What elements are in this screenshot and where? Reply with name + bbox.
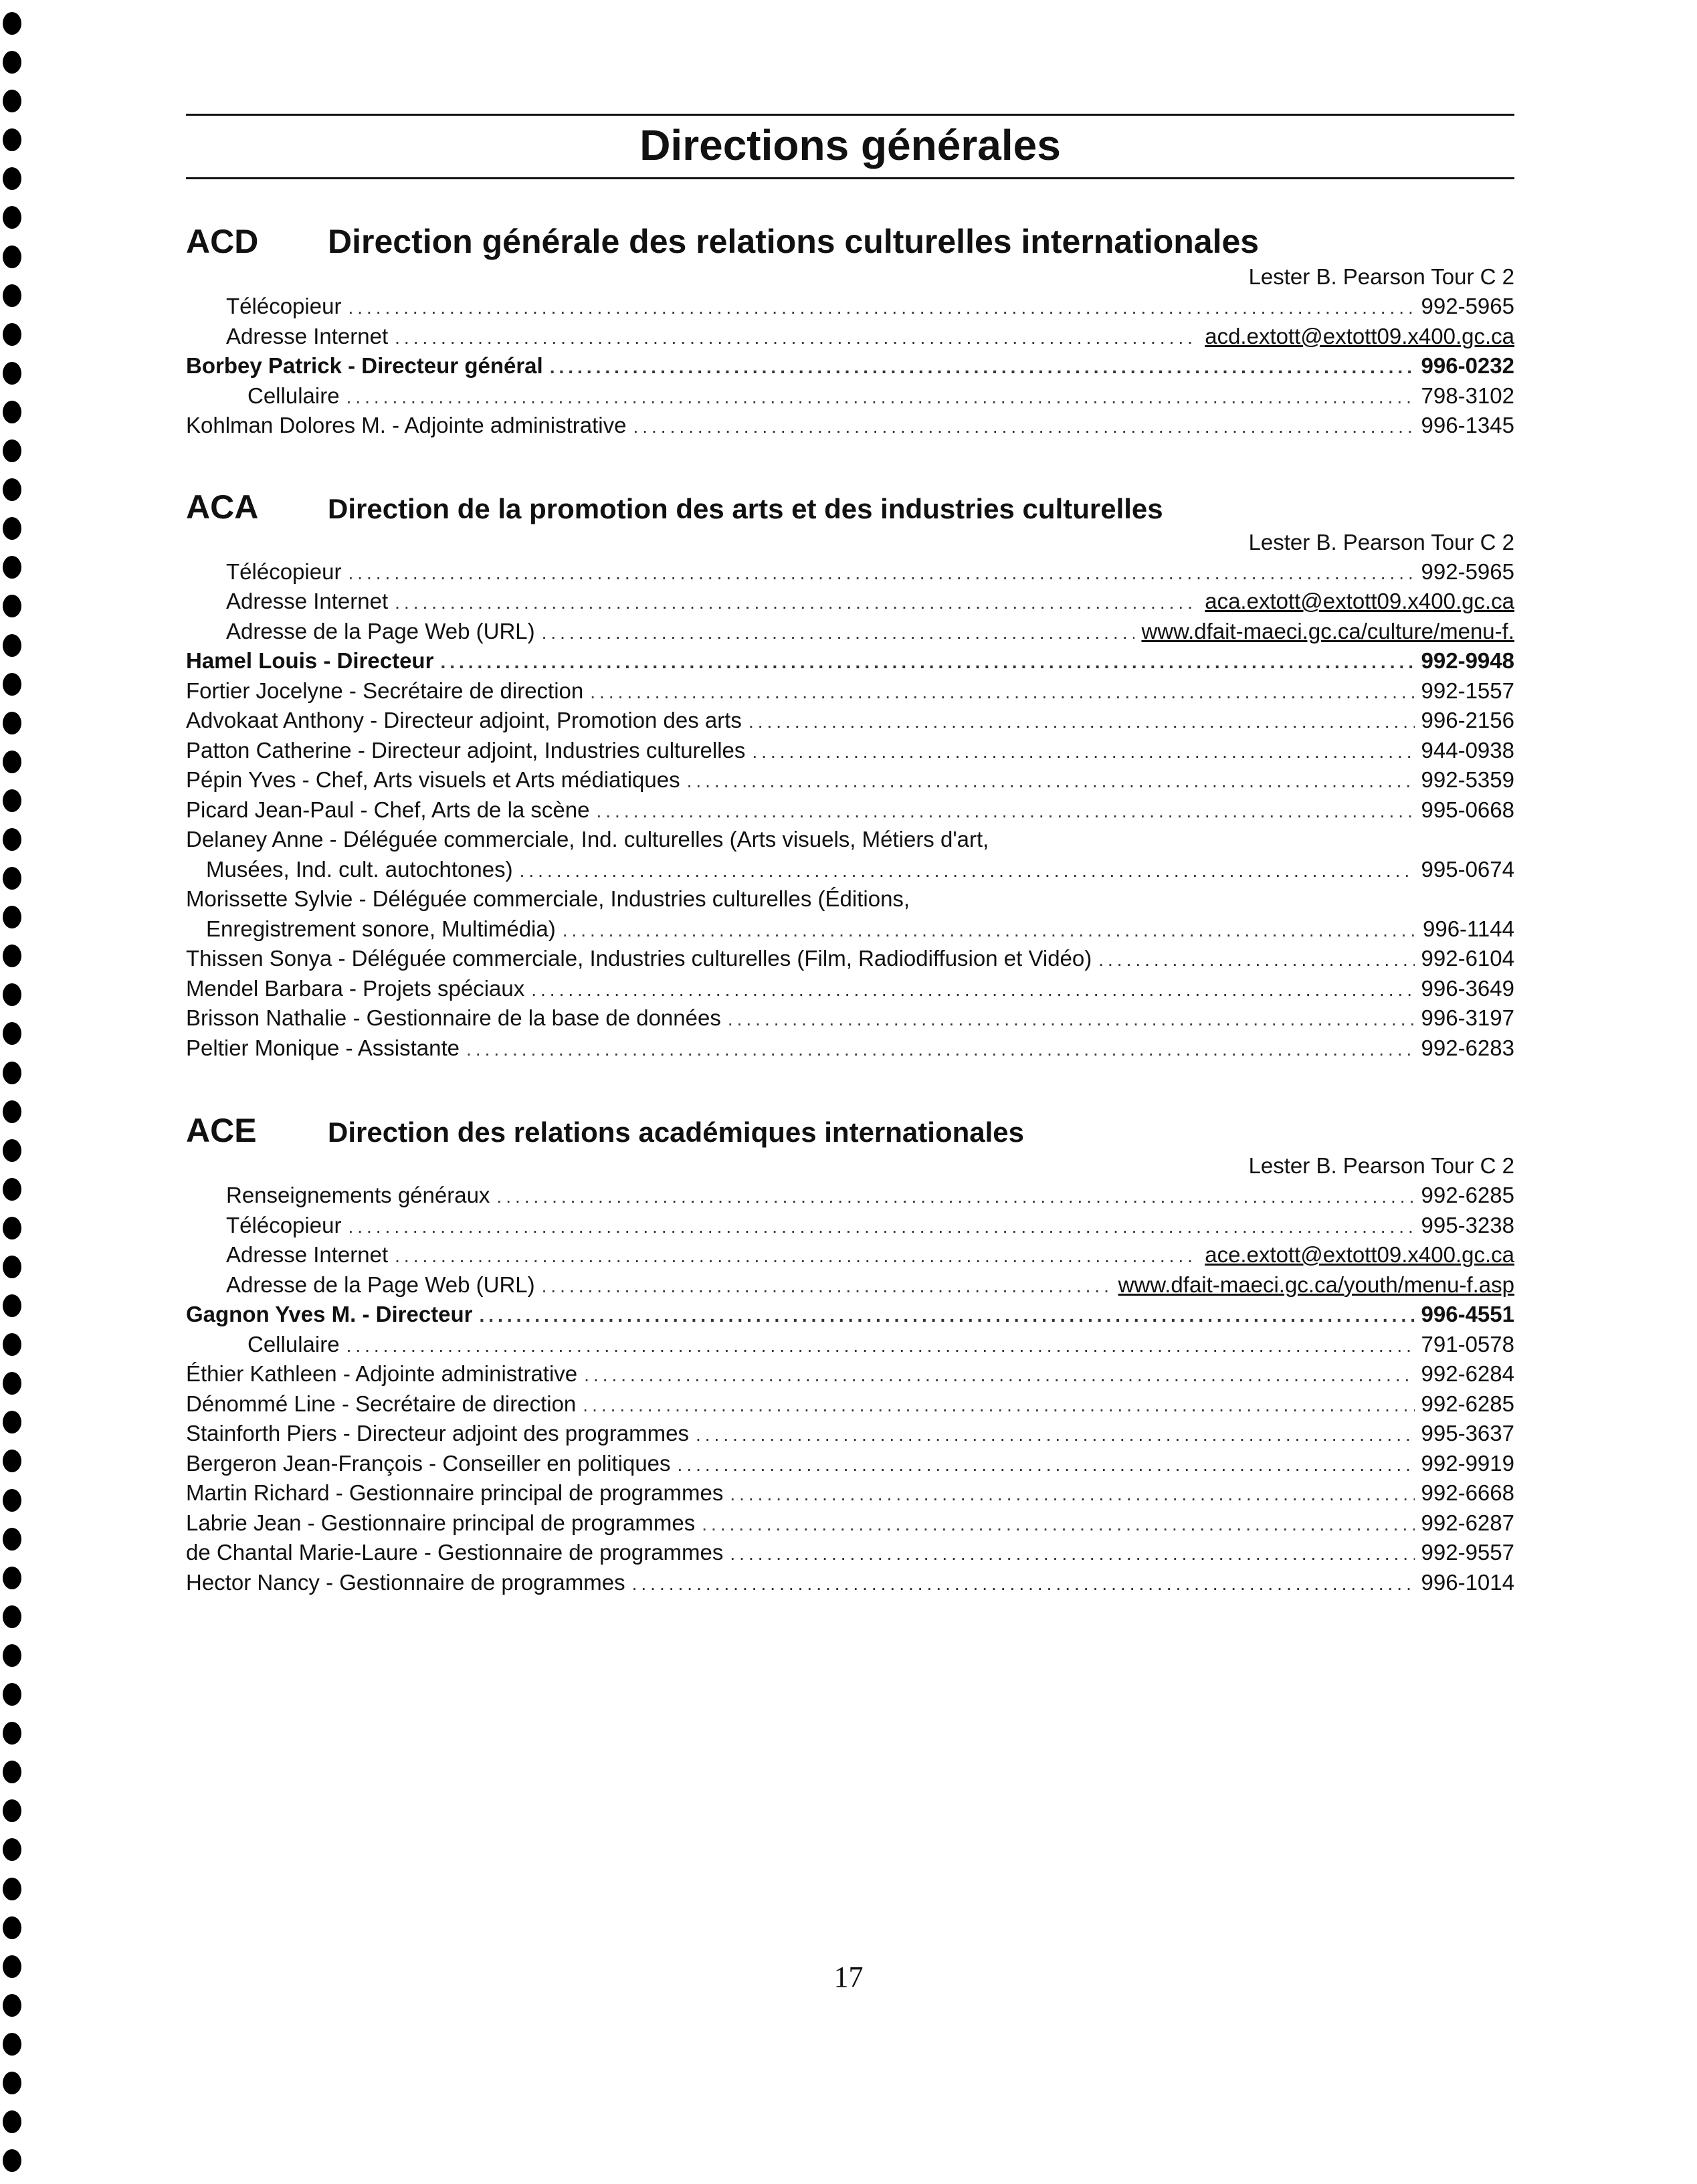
binder-hole bbox=[3, 867, 21, 890]
binder-hole bbox=[3, 245, 21, 268]
leader-dots bbox=[633, 412, 1414, 442]
binder-hole bbox=[3, 1799, 21, 1822]
binder-hole bbox=[3, 167, 21, 190]
directory-row bbox=[186, 1330, 1514, 1360]
binder-hole bbox=[3, 1372, 21, 1395]
binder-hole bbox=[3, 945, 21, 967]
binder-hole bbox=[3, 1178, 21, 1201]
row-label: Peltier Monique - Assistante bbox=[186, 1035, 460, 1060]
row-phone: 996-0232 bbox=[1421, 353, 1514, 378]
row-phone: 992-6285 bbox=[1421, 1391, 1514, 1416]
directory-row bbox=[186, 1270, 1514, 1300]
binder-hole bbox=[3, 284, 21, 307]
leader-dots bbox=[728, 1005, 1415, 1035]
binder-hole bbox=[3, 634, 21, 657]
binder-hole bbox=[3, 362, 21, 385]
binder-hole bbox=[3, 1567, 21, 1589]
leader-dots bbox=[395, 1242, 1198, 1272]
binder-hole bbox=[3, 789, 21, 812]
directory-row bbox=[186, 706, 1514, 736]
leader-dots bbox=[752, 737, 1414, 767]
row-phone: 992-6285 bbox=[1421, 1183, 1514, 1207]
row-phone: 996-3649 bbox=[1421, 975, 1514, 1001]
binder-hole bbox=[3, 2033, 21, 2056]
section-name: Direction générale des relations culturelles internationales bbox=[328, 223, 1260, 260]
leader-dots bbox=[583, 1391, 1414, 1421]
binder-hole bbox=[3, 1994, 21, 2017]
leader-dots bbox=[632, 1569, 1415, 1599]
row-phone: 992-5359 bbox=[1421, 767, 1514, 792]
binder-hole bbox=[3, 2149, 21, 2172]
row-label: Morissette Sylvie - Déléguée commerciale, Industries culturelles (Éditions, bbox=[186, 886, 910, 911]
row-phone: 992-6283 bbox=[1421, 1035, 1514, 1060]
section-code: ACE bbox=[186, 1112, 257, 1149]
directory-row bbox=[186, 1389, 1514, 1419]
row-phone: 995-3238 bbox=[1421, 1212, 1514, 1237]
leader-dots bbox=[696, 1420, 1415, 1450]
email-link[interactable]: ace.extott@extott09.x400.gc.ca bbox=[1205, 1242, 1514, 1267]
row-label: Musées, Ind. cult. autochtones) bbox=[206, 856, 513, 882]
directory-row bbox=[186, 914, 1514, 945]
leader-dots bbox=[542, 618, 1135, 648]
directory-row bbox=[186, 1478, 1514, 1508]
binder-hole bbox=[3, 323, 21, 346]
row-label: Cellulaire bbox=[247, 383, 340, 408]
binder-hole bbox=[3, 1062, 21, 1084]
binder-hole bbox=[3, 1411, 21, 1433]
page-title-bar bbox=[186, 114, 1514, 179]
row-phone: 992-9557 bbox=[1421, 1540, 1514, 1565]
row-label: Mendel Barbara - Projets spéciaux bbox=[186, 975, 525, 1001]
section-address: Lester B. Pearson Tour C 2 bbox=[1248, 1153, 1514, 1178]
row-label: Adresse Internet bbox=[226, 1242, 389, 1267]
directory-row bbox=[186, 646, 1514, 676]
leader-dots bbox=[395, 323, 1198, 353]
section-code: ACA bbox=[186, 488, 259, 526]
leader-dots bbox=[678, 1450, 1415, 1480]
leader-dots bbox=[348, 559, 1414, 589]
binder-hole bbox=[3, 517, 21, 540]
directory-row bbox=[186, 1211, 1514, 1241]
binder-hole bbox=[3, 2072, 21, 2094]
directory-row bbox=[186, 1419, 1514, 1449]
leader-dots bbox=[563, 916, 1416, 946]
directory-row bbox=[186, 676, 1514, 706]
row-label: Adresse de la Page Web (URL) bbox=[226, 1272, 535, 1297]
row-phone: 798-3102 bbox=[1421, 383, 1514, 408]
row-label: Delaney Anne - Déléguée commerciale, Ind. culturelles (Arts visuels, Métiers d'art, bbox=[186, 827, 989, 852]
directory-row bbox=[186, 617, 1514, 647]
directory-row bbox=[186, 381, 1514, 411]
binder-hole bbox=[3, 1450, 21, 1472]
leader-dots bbox=[730, 1480, 1414, 1510]
binder-hole bbox=[3, 1644, 21, 1667]
leader-dots bbox=[348, 293, 1414, 323]
section-name: Direction de la promotion des arts et des industries culturelles bbox=[328, 492, 1163, 524]
binder-hole bbox=[3, 673, 21, 696]
binder-hole bbox=[3, 51, 21, 74]
leader-dots bbox=[346, 1331, 1415, 1361]
row-label: Hamel Louis - Directeur bbox=[186, 648, 434, 673]
row-phone: 995-0674 bbox=[1421, 856, 1514, 882]
row-phone: 996-1144 bbox=[1422, 916, 1514, 941]
row-phone: 992-6287 bbox=[1421, 1510, 1514, 1535]
directory-row bbox=[186, 1508, 1514, 1538]
section-header bbox=[186, 1110, 1514, 1151]
binder-holes bbox=[0, 12, 27, 2173]
binder-hole bbox=[3, 1294, 21, 1317]
page-title: Directions générales bbox=[639, 121, 1061, 169]
directory-row bbox=[186, 974, 1514, 1004]
binder-hole bbox=[3, 1256, 21, 1278]
binder-hole bbox=[3, 12, 21, 35]
row-label: Renseignements généraux bbox=[226, 1183, 490, 1207]
leader-dots bbox=[687, 767, 1415, 797]
binder-hole bbox=[3, 1878, 21, 1900]
row-phone: 992-9948 bbox=[1421, 648, 1514, 673]
directory-row bbox=[186, 322, 1514, 352]
directory-row bbox=[186, 1359, 1514, 1389]
binder-hole bbox=[3, 595, 21, 617]
section-header bbox=[186, 221, 1514, 262]
directory-row bbox=[186, 587, 1514, 617]
row-phone: 791-0578 bbox=[1421, 1331, 1514, 1357]
directory-row bbox=[186, 1538, 1514, 1568]
leader-dots bbox=[395, 588, 1198, 618]
row-label: Fortier Jocelyne - Secrétaire de direction bbox=[186, 678, 584, 703]
row-label: Télécopieur bbox=[226, 294, 342, 318]
row-label: Labrie Jean - Gestionnaire principal de programmes bbox=[186, 1510, 696, 1535]
row-label: Gagnon Yves M. - Directeur bbox=[186, 1302, 473, 1326]
binder-hole bbox=[3, 983, 21, 1006]
row-label: Pépin Yves - Chef, Arts visuels et Arts médiatiques bbox=[186, 767, 680, 792]
binder-hole bbox=[3, 439, 21, 462]
binder-hole bbox=[3, 906, 21, 928]
binder-hole bbox=[3, 556, 21, 579]
leader-dots bbox=[542, 1272, 1112, 1302]
row-label: de Chantal Marie-Laure - Gestionnaire de programmes bbox=[186, 1540, 724, 1565]
row-phone: 996-4551 bbox=[1421, 1302, 1514, 1326]
binder-hole bbox=[3, 1761, 21, 1783]
directory-row bbox=[186, 1033, 1514, 1064]
leader-dots bbox=[466, 1035, 1414, 1065]
row-label: Stainforth Piers - Directeur adjoint des programmes bbox=[186, 1421, 689, 1446]
binder-hole bbox=[3, 478, 21, 501]
leader-dots bbox=[702, 1510, 1414, 1540]
leader-dots bbox=[748, 707, 1415, 737]
directory-row bbox=[186, 292, 1514, 322]
email-link[interactable]: acd.extott@extott09.x400.gc.ca bbox=[1205, 323, 1514, 349]
directory-row bbox=[186, 411, 1514, 441]
row-label: Bergeron Jean-François - Conseiller en politiques bbox=[186, 1450, 671, 1476]
row-phone: 995-3637 bbox=[1421, 1421, 1514, 1446]
row-phone: 992-6284 bbox=[1421, 1361, 1514, 1386]
row-phone: 992-9919 bbox=[1421, 1450, 1514, 1476]
row-label: Kohlman Dolores M. - Adjointe administrative bbox=[186, 413, 627, 437]
row-label: Hector Nancy - Gestionnaire de programmes bbox=[186, 1569, 625, 1595]
page-number: 17 bbox=[833, 1961, 864, 1993]
binder-hole bbox=[3, 1100, 21, 1123]
section-aca bbox=[186, 486, 1514, 1064]
section-code: ACD bbox=[186, 223, 259, 260]
binder-hole bbox=[3, 206, 21, 229]
row-label: Brisson Nathalie - Gestionnaire de la base de données bbox=[186, 1005, 721, 1030]
binder-hole bbox=[3, 1139, 21, 1162]
row-label: Adresse Internet bbox=[226, 323, 389, 349]
section-header bbox=[186, 486, 1514, 528]
row-phone: 995-0668 bbox=[1421, 797, 1514, 822]
section-name: Direction des relations académiques internationales bbox=[328, 1116, 1024, 1148]
binder-hole bbox=[3, 1683, 21, 1706]
binder-hole bbox=[3, 712, 21, 734]
binder-hole bbox=[3, 90, 21, 112]
row-phone: 996-1014 bbox=[1421, 1569, 1514, 1595]
row-label: Adresse Internet bbox=[226, 589, 389, 613]
binder-hole bbox=[3, 1217, 21, 1239]
row-label: Éthier Kathleen - Adjointe administrative bbox=[186, 1361, 578, 1386]
row-phone: 996-3197 bbox=[1421, 1005, 1514, 1030]
section-address: Lester B. Pearson Tour C 2 bbox=[1248, 264, 1514, 289]
binder-hole bbox=[3, 1333, 21, 1356]
binder-hole bbox=[3, 2110, 21, 2133]
leader-dots bbox=[440, 648, 1414, 678]
row-phone: 992-6104 bbox=[1421, 946, 1514, 971]
row-label: Thissen Sonya - Déléguée commerciale, Industries culturelles (Film, Radiodiffusion et Vidéo) bbox=[186, 946, 1092, 971]
section-ace bbox=[186, 1110, 1514, 1597]
directory-row bbox=[186, 1240, 1514, 1270]
binder-hole bbox=[3, 828, 21, 851]
leader-dots bbox=[590, 678, 1414, 708]
binder-hole bbox=[3, 128, 21, 151]
directory-row bbox=[186, 1449, 1514, 1479]
leader-dots bbox=[596, 797, 1414, 827]
leader-dots bbox=[730, 1539, 1414, 1569]
leader-dots bbox=[480, 1301, 1415, 1331]
directory-row bbox=[186, 1300, 1514, 1330]
row-label: Advokaat Anthony - Directeur adjoint, Promotion des arts bbox=[186, 708, 742, 732]
leader-dots bbox=[1098, 945, 1414, 975]
row-label: Martin Richard - Gestionnaire principal de programmes bbox=[186, 1480, 724, 1505]
directory-row bbox=[186, 736, 1514, 766]
directory-row bbox=[186, 1568, 1514, 1598]
row-label: Dénommé Line - Secrétaire de direction bbox=[186, 1391, 577, 1416]
leader-dots bbox=[520, 856, 1415, 886]
directory-row bbox=[186, 1003, 1514, 1033]
binder-hole bbox=[3, 1605, 21, 1628]
email-link[interactable]: aca.extott@extott09.x400.gc.ca bbox=[1205, 589, 1514, 613]
binder-hole bbox=[3, 401, 21, 423]
directory-row bbox=[186, 351, 1514, 381]
row-phone: 992-5965 bbox=[1421, 294, 1514, 318]
directory-row bbox=[186, 765, 1514, 795]
row-label: Patton Catherine - Directeur adjoint, Industries culturelles bbox=[186, 737, 746, 763]
row-phone: 996-1345 bbox=[1421, 413, 1514, 437]
row-label: Borbey Patrick - Directeur général bbox=[186, 353, 543, 378]
directory-row bbox=[186, 855, 1514, 885]
row-label: Enregistrement sonore, Multimédia) bbox=[206, 916, 556, 941]
row-phone: 992-6668 bbox=[1421, 1480, 1514, 1505]
leader-dots bbox=[531, 975, 1414, 1005]
directory-row bbox=[186, 557, 1514, 587]
row-phone: 944-0938 bbox=[1421, 737, 1514, 763]
row-label: Télécopieur bbox=[226, 559, 342, 584]
web-link[interactable]: www.dfait-maeci.gc.ca/culture/menu-f. bbox=[1141, 618, 1514, 643]
row-phone: 992-1557 bbox=[1421, 678, 1514, 703]
directory-row bbox=[186, 795, 1514, 825]
section-acd bbox=[186, 221, 1514, 441]
row-label: Télécopieur bbox=[226, 1212, 342, 1237]
binder-hole bbox=[3, 1838, 21, 1861]
directory-row bbox=[186, 944, 1514, 974]
leader-dots bbox=[584, 1361, 1414, 1391]
row-phone: 992-5965 bbox=[1421, 559, 1514, 584]
directory-page bbox=[186, 114, 1514, 1597]
binder-hole bbox=[3, 751, 21, 773]
binder-hole bbox=[3, 1916, 21, 1939]
directory-row bbox=[186, 1181, 1514, 1211]
binder-hole bbox=[3, 1722, 21, 1745]
row-phone: 996-2156 bbox=[1421, 708, 1514, 732]
section-address: Lester B. Pearson Tour C 2 bbox=[1248, 529, 1514, 555]
leader-dots bbox=[496, 1182, 1414, 1212]
binder-hole bbox=[3, 1528, 21, 1551]
leader-dots bbox=[346, 383, 1415, 413]
row-label: Cellulaire bbox=[247, 1331, 340, 1357]
row-label: Adresse de la Page Web (URL) bbox=[226, 618, 535, 643]
leader-dots bbox=[550, 353, 1415, 383]
leader-dots bbox=[348, 1212, 1414, 1242]
binder-hole bbox=[3, 1489, 21, 1512]
row-label: Picard Jean-Paul - Chef, Arts de la scène bbox=[186, 797, 590, 822]
web-link[interactable]: www.dfait-maeci.gc.ca/youth/menu-f.asp bbox=[1118, 1272, 1514, 1297]
binder-hole bbox=[3, 1022, 21, 1045]
